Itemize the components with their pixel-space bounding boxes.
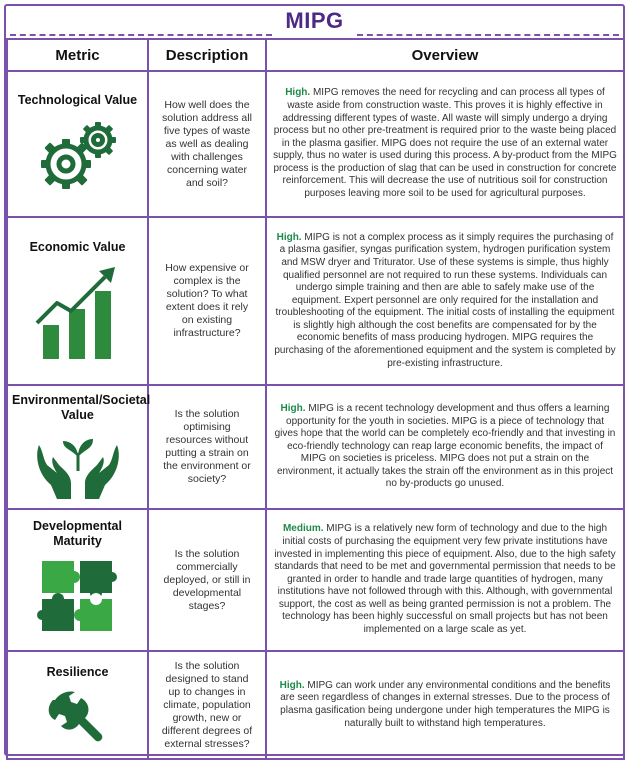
overview-cell bbox=[266, 509, 624, 651]
rating-label: High. bbox=[285, 87, 311, 99]
overview-cell bbox=[266, 651, 624, 759]
description-cell: Is the solution optimising resources without putting a strain on the environment or society? bbox=[148, 385, 266, 509]
metric-cell bbox=[7, 509, 148, 651]
puzzle-icon bbox=[32, 553, 124, 641]
description-cell: Is the solution commercially deployed, or still in developmental stages? bbox=[148, 509, 266, 651]
description-cell: Is the solution designed to stand up to changes in climate, population growth, new or different degrees of external stresses? bbox=[148, 651, 266, 759]
overview-text: MIPG is a relatively new form of technology and due to the high initial costs of purchasing the equipment very few private institutions have invested in implementing this piece of equipment. Also, due to the high safety standards that need to be met and governmental permission that needs to be granted in order to handle and trade large quantities of hydrogen, many institutions have not followed through with this. Although, with governmental support, the cost as well as being granted permission is not a problem. The technology has been highly successful on small projects but has not been implemented on a large scale as yet. bbox=[274, 523, 616, 636]
growth-chart-icon bbox=[33, 263, 123, 363]
rating-label: Medium. bbox=[282, 523, 324, 535]
metric-name: Economic Value bbox=[29, 239, 126, 254]
metric-name: Resilience bbox=[46, 664, 109, 679]
page-title: MIPG bbox=[285, 8, 344, 33]
table-row bbox=[7, 385, 624, 509]
metric-cell bbox=[7, 217, 148, 385]
overview-text: MIPG can work under any environmental conditions and the benefits are seen regardless of changes in external stresses. Due to the process of plasma gasification being undergone under high temperatures the MIPG is naturally built to withstand high temperatures. bbox=[280, 679, 611, 729]
gears-icon bbox=[32, 116, 124, 196]
header-row bbox=[7, 39, 624, 71]
rating-label: High. bbox=[276, 231, 302, 243]
wrench-icon bbox=[43, 686, 113, 746]
table-row bbox=[7, 651, 624, 759]
rating-label: High. bbox=[279, 679, 305, 691]
header-description: Description bbox=[148, 39, 266, 71]
title-band bbox=[6, 6, 623, 36]
metrics-table bbox=[6, 38, 625, 760]
title-rule-left bbox=[10, 34, 272, 36]
header-overview: Overview bbox=[266, 39, 624, 71]
overview-cell bbox=[266, 71, 624, 217]
table-row bbox=[7, 71, 624, 217]
hands-plant-icon bbox=[33, 427, 123, 501]
metric-name: Developmental Maturity bbox=[33, 519, 122, 548]
description-cell: How expensive or complex is the solution? To what extent does it rely on existing infrastructure? bbox=[148, 217, 266, 385]
table-row bbox=[7, 217, 624, 385]
metric-name: Environmental/Societal Value bbox=[12, 393, 151, 422]
description-cell: How well does the solution address all five types of waste as well as dealing with challenges concerning water and soil? bbox=[148, 71, 266, 217]
metric-cell bbox=[7, 651, 148, 759]
overview-text: MIPG is a recent technology development and thus offers a learning opportunity for the youth in societies. MIPG is a piece of technology that gives hope that the world can be completely eco-friendly and that investing in eco-friendly technology can reap large economic benefits, the impact of MIPG on societies is priceless. MIPG does not put a strain on the environment, it actually takes the strain off the environment as in this project no by-products go unused. bbox=[274, 402, 616, 490]
overview-cell bbox=[266, 217, 624, 385]
overview-cell bbox=[266, 385, 624, 509]
title-rule-right bbox=[357, 34, 619, 36]
overview-text: MIPG removes the need for recycling and can process all types of waste aside from construction waste. This proves it is highly effective in addressing different types of waste. All waste will simply undergo a drying process but no other pre-treatment is required prior to the waste being placed in the plasma gasifier. MIPG does not require the use of an external water supply, thus no water is used during this process. A by-product from the MIPG process is the production of slag that can be used in construction for concrete reinforcement. This will decrease the use of nutritious soil for construction purposes leaving more soil to be used for agricultural purposes. bbox=[273, 87, 617, 200]
metric-cell bbox=[7, 385, 151, 509]
header-metric: Metric bbox=[7, 39, 148, 71]
overview-text: MIPG is not a complex process as it simply requires the purchasing of a plasma gasifier, syngas purification system, hydrogen purification system and MSW dryer and Triturator. Use of these systems is simple, thus highly qualified personnel are not required to run these systems. Individuals can undergo simple training and then are able to safely make use of the equipment. Expert personnel are only required for the installation and troubleshooting of the equipment. The initial costs of installing the equipment is slightly high although the cost benefits are compensated for by the economic benefits of mass producing hydrogen. MIPG requires the purchasing of the aforementioned equipment and the system is completed by pre-existing infrastructure. bbox=[274, 231, 616, 369]
infographic-frame bbox=[4, 4, 625, 756]
rating-label: High. bbox=[280, 402, 306, 414]
metric-name: Technological Value bbox=[17, 92, 138, 107]
metric-cell bbox=[7, 71, 148, 217]
table-row bbox=[7, 509, 624, 651]
